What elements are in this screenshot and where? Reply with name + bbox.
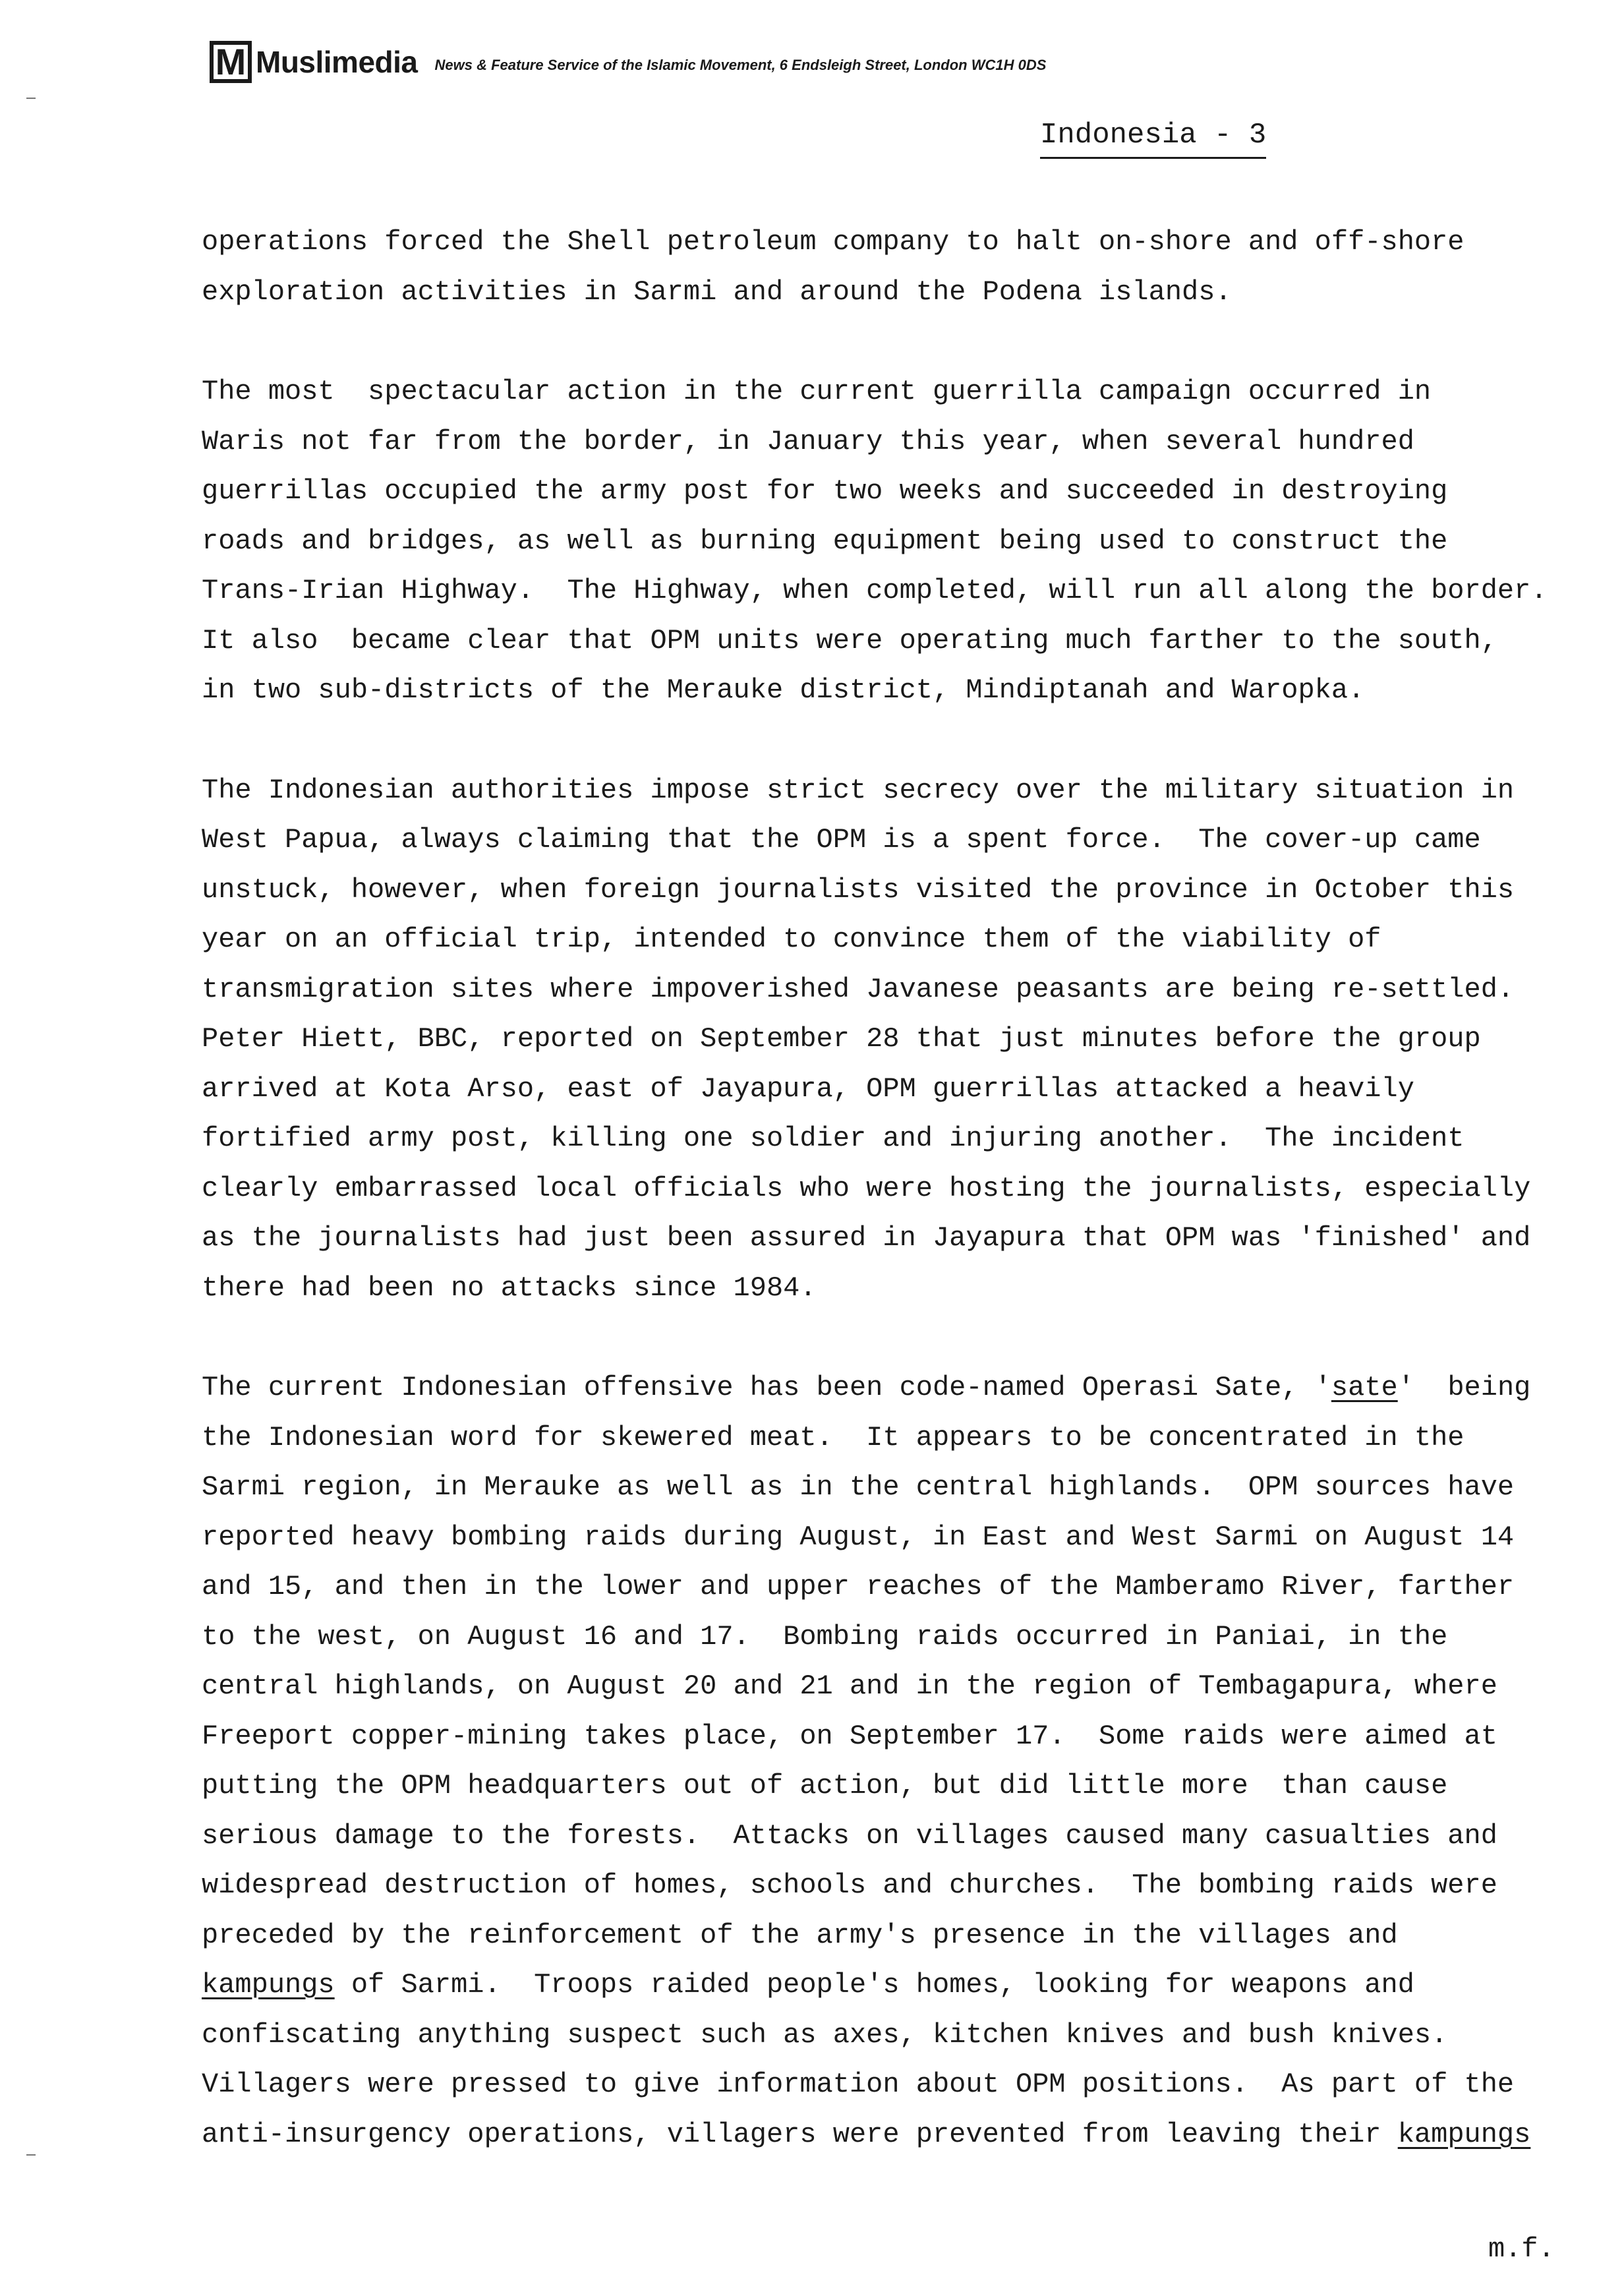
text-line: central highlands, on August 20 and 21 and in the region of Tembagapura, where — [202, 1670, 1497, 1702]
text-line: clearly embarrassed local officials who were hosting the journalists, especially — [202, 1172, 1531, 1204]
margin-tick-mark — [26, 98, 36, 99]
letterhead — [210, 38, 1046, 86]
muslimedia-logo-icon — [210, 41, 252, 83]
margin-tick-mark — [26, 2154, 36, 2156]
text-line: preceded by the reinforcement of the army's presence in the villages and — [202, 1919, 1398, 1951]
logo-letter: M — [215, 41, 246, 82]
text-line: there had been no attacks since 1984. — [202, 1272, 817, 1304]
brand-name: Muslimedia — [256, 45, 418, 79]
text-line: Peter Hiett, BBC, reported on September 28 that just minutes before the group — [202, 1023, 1481, 1055]
text-line: putting the OPM headquarters out of action, but did little more than cause — [202, 1770, 1448, 1802]
text-line: The current Indonesian offensive has been code-named Operasi Sate, 'sate' being — [202, 1372, 1531, 1403]
text-line: guerrillas occupied the army post for two weeks and succeeded in destroying — [202, 475, 1448, 507]
text-line: the Indonesian word for skewered meat. It appears to be concentrated in the — [202, 1421, 1464, 1454]
text-line: to the west, on August 16 and 17. Bombing raids occurred in Paniai, in the — [202, 1620, 1448, 1653]
text-line: and 15, and then in the lower and upper reaches of the Mamberamo River, farther — [202, 1571, 1515, 1603]
text-line: year on an official trip, intended to convince them of the viability of — [202, 924, 1381, 955]
text-line: unstuck, however, when foreign journalists visited the province in October this — [202, 873, 1515, 906]
text-line: in two sub-districts of the Merauke district, Mindiptanah and Waropka. — [202, 674, 1365, 706]
text-line: operations forced the Shell petroleum company to halt on-shore and off-shore — [202, 226, 1464, 258]
text-line: Villagers were pressed to give information about OPM positions. As part of the — [202, 2069, 1515, 2100]
paragraph — [202, 766, 1592, 1314]
text-line: anti-insurgency operations, villagers were prevented from leaving their kampungs — [202, 2118, 1531, 2150]
text-line: The most spectacular action in the current guerrilla campaign occurred in — [202, 376, 1432, 407]
article-body — [202, 218, 1592, 2210]
text-line: It also became clear that OPM units were operating much farther to the south, — [202, 624, 1497, 657]
text-line: reported heavy bombing raids during August, in East and West Sarmi on August 14 — [202, 1521, 1515, 1553]
text-line: fortified army post, killing one soldier and injuring another. The incident — [202, 1123, 1464, 1154]
text-line: arrived at Kota Arso, east of Jayapura, OPM guerrillas attacked a heavily — [202, 1073, 1414, 1105]
text-line: serious damage to the forests. Attacks on villages caused many casualties and — [202, 1819, 1497, 1852]
text-line: exploration activities in Sarmi and around the Podena islands. — [202, 276, 1232, 308]
page-reference: Indonesia - 3 — [1040, 119, 1266, 159]
paragraph — [202, 367, 1592, 716]
footer-continuation-mark: m.f. — [1488, 2233, 1555, 2265]
text-line: Sarmi region, in Merauke as well as in the central highlands. OPM sources have — [202, 1471, 1515, 1503]
paragraph — [202, 1363, 1592, 2160]
letterhead-tagline: News & Feature Service of the Islamic Movement, 6 Endsleigh Street, London WC1H 0DS — [434, 57, 1047, 73]
text-line: widespread destruction of homes, schools and churches. The bombing raids were — [202, 1869, 1497, 1901]
text-line: Waris not far from the border, in January this year, when several hundred — [202, 425, 1414, 457]
paragraph — [202, 218, 1592, 317]
text-line: confiscating anything suspect such as axes, kitchen knives and bush knives. — [202, 2018, 1448, 2051]
text-line: The Indonesian authorities impose strict secrecy over the military situation in — [202, 774, 1515, 806]
text-line: Freeport copper-mining takes place, on September 17. Some raids were aimed at — [202, 1720, 1497, 1752]
text-line: transmigration sites where impoverished Javanese peasants are being re-settled. — [202, 973, 1515, 1005]
text-line: West Papua, always claiming that the OPM is a spent force. The cover-up came — [202, 824, 1481, 856]
text-line: as the journalists had just been assured in Jayapura that OPM was 'finished' and — [202, 1222, 1531, 1254]
text-line: roads and bridges, as well as burning equipment being used to construct the — [202, 525, 1448, 557]
text-line: kampungs of Sarmi. Troops raided people's homes, looking for weapons and — [202, 1969, 1414, 2001]
text-line: Trans-Irian Highway. The Highway, when completed, will run all along the border. — [202, 575, 1548, 606]
